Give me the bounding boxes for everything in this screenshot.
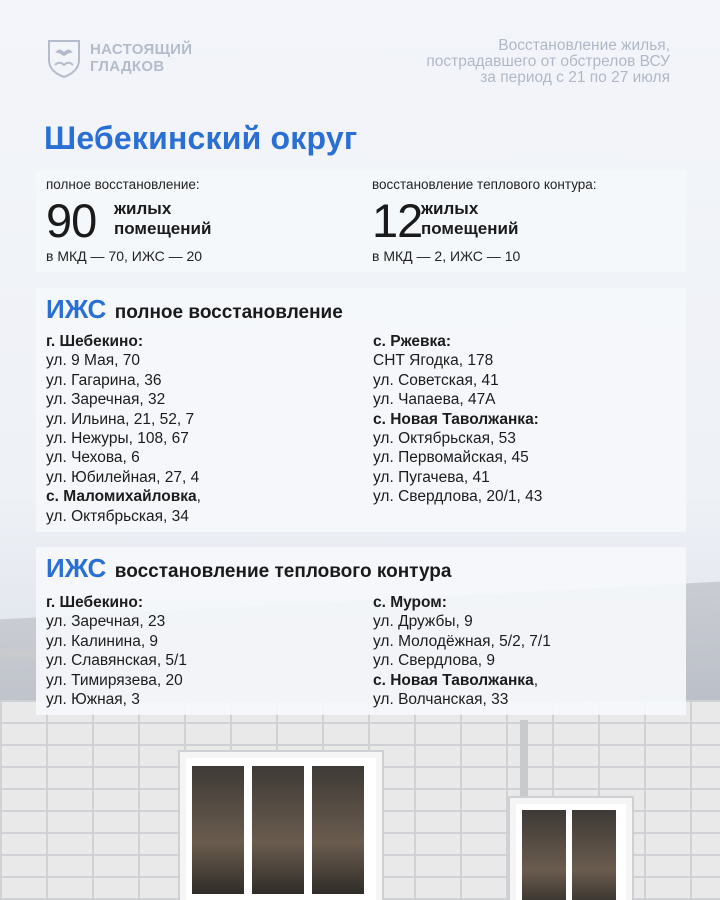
header-caption bbox=[350, 38, 670, 86]
section-title: восстановление теплового контура bbox=[114, 561, 452, 582]
address-line: ул. Славянская, 5/1 bbox=[46, 652, 187, 670]
header-line-3: за период с 21 по 27 июля bbox=[480, 69, 670, 86]
address-column-left bbox=[46, 593, 187, 709]
stat-caption: восстановление теплового контура: bbox=[372, 177, 597, 192]
locality-punctuation: , bbox=[533, 671, 538, 689]
address-line: ул. Молодёжная, 5/2, 7/1 bbox=[373, 632, 551, 650]
section-tag: ИЖС bbox=[46, 553, 107, 583]
address-line: СНТ Ягодка, 178 bbox=[373, 352, 494, 370]
section-heading bbox=[46, 294, 343, 325]
address-line: ул. Свердлова, 20/1, 43 bbox=[373, 488, 543, 506]
coat-of-arms-icon bbox=[46, 38, 82, 78]
address-line: ул. 9 Мая, 70 bbox=[46, 352, 140, 370]
section-full-restoration bbox=[36, 288, 686, 532]
address-line: ул. Дружбы, 9 bbox=[373, 613, 473, 631]
address-line: ул. Тимирязева, 20 bbox=[46, 671, 183, 689]
stat-unit bbox=[421, 199, 571, 239]
stat-unit-line: помещений bbox=[421, 219, 519, 238]
address-line: ул. Юбилейная, 27, 4 bbox=[46, 468, 200, 486]
address-line: ул. Пугачева, 41 bbox=[373, 468, 490, 486]
stat-unit bbox=[114, 199, 264, 239]
address-line: ул. Октябрьская, 34 bbox=[46, 507, 189, 525]
locality-heading: г. Шебекино: bbox=[46, 333, 143, 350]
address-line: ул. Первомайская, 45 bbox=[373, 449, 529, 467]
locality-heading bbox=[46, 487, 201, 506]
brand-logo bbox=[46, 38, 192, 78]
address-line: ул. Чапаева, 47А bbox=[373, 391, 496, 409]
locality-heading: г. Шебекино: bbox=[46, 594, 143, 611]
stat-number: 12 bbox=[372, 194, 423, 247]
page-title: Шебекинский округ bbox=[44, 120, 358, 156]
address-line: ул. Гагарина, 36 bbox=[46, 371, 162, 389]
locality-name: с. Новая Таволжанка bbox=[373, 671, 534, 689]
stat-detail: в МКД — 2, ИЖС — 10 bbox=[372, 248, 521, 264]
address-column-right bbox=[373, 593, 551, 709]
locality-heading: с. Ржевка: bbox=[373, 333, 452, 350]
section-title: полное восстановление bbox=[114, 302, 343, 323]
section-tag: ИЖС bbox=[46, 294, 107, 324]
address-column-right bbox=[373, 332, 542, 507]
address-line: ул. Чехова, 6 bbox=[46, 449, 140, 467]
header-line-2: пострадавшего от обстрелов ВСУ bbox=[426, 53, 670, 70]
address-line: ул. Свердлова, 9 bbox=[373, 652, 496, 670]
section-thermal-contour bbox=[36, 547, 686, 715]
locality-heading: с. Новая Таволжанка: bbox=[373, 410, 539, 428]
address-line: ул. Заречная, 32 bbox=[46, 391, 166, 409]
address-line: ул. Заречная, 23 bbox=[46, 613, 166, 631]
header-line-1: Восстановление жилья, bbox=[498, 37, 670, 54]
address-line: ул. Октябрьская, 53 bbox=[373, 429, 516, 447]
stats-panel bbox=[36, 170, 686, 272]
address-line: ул. Ильина, 21, 52, 7 bbox=[46, 410, 195, 428]
stat-unit-line: помещений bbox=[114, 219, 212, 238]
address-line: ул. Южная, 3 bbox=[46, 690, 140, 708]
locality-heading: с. Муром: bbox=[373, 594, 447, 611]
address-line: ул. Советская, 41 bbox=[373, 371, 499, 389]
stat-unit-line: жилых bbox=[421, 199, 479, 218]
stat-number: 90 bbox=[46, 194, 97, 247]
locality-name: с. Маломихайловка bbox=[46, 488, 197, 506]
stat-unit-line: жилых bbox=[114, 199, 172, 218]
locality-heading bbox=[373, 671, 551, 690]
address-line: ул. Волчанская, 33 bbox=[373, 690, 509, 708]
stat-caption: полное восстановление: bbox=[46, 177, 200, 192]
stat-detail: в МКД — 70, ИЖС — 20 bbox=[46, 248, 203, 264]
locality-punctuation: , bbox=[196, 488, 201, 506]
section-heading bbox=[46, 553, 451, 584]
address-line: ул. Калинина, 9 bbox=[46, 632, 159, 650]
address-column-left bbox=[46, 332, 201, 526]
address-line: ул. Нежуры, 108, 67 bbox=[46, 429, 189, 447]
brand-line-2: ГЛАДКОВ bbox=[90, 58, 165, 75]
brand-line-1: НАСТОЯЩИЙ bbox=[90, 41, 193, 58]
